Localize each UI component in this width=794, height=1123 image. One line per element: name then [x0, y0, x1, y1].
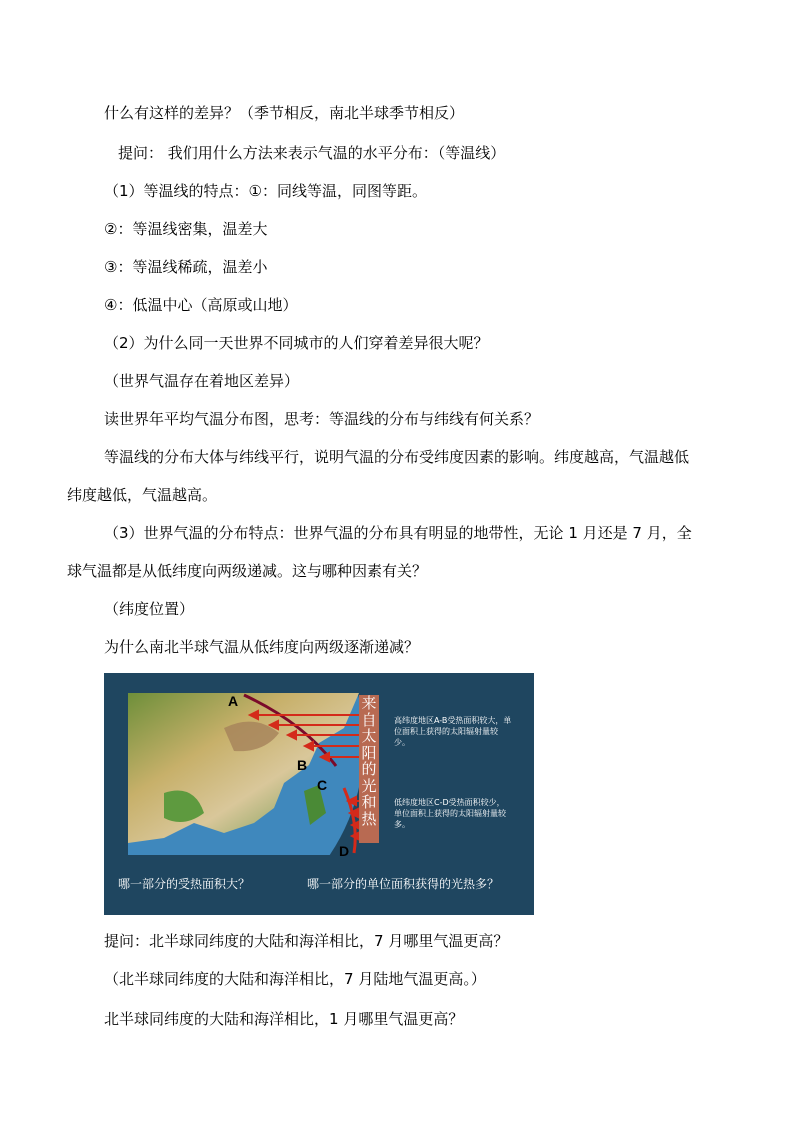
line-7: （2）为什么同一天世界不同城市的人们穿着差异很大呢？: [104, 334, 489, 352]
sunlight-label-box: [359, 695, 379, 843]
sunlight-char: 来: [361, 694, 377, 712]
line-11: 纬度越低，气温越高。: [67, 486, 218, 504]
line-9: 读世界年平均气温分布图，思考：等温线的分布与纬线有何关系？: [104, 410, 540, 428]
line-17: （北半球同纬度的大陆和海洋相比，7 月陆地气温更高。）: [104, 970, 486, 988]
sunlight-char: 太: [361, 727, 377, 745]
line-8: （世界气温存在着地区差异）: [104, 372, 300, 390]
label-b: B: [297, 757, 308, 773]
sunlight-char: 和: [361, 793, 377, 811]
label-a: A: [228, 693, 239, 709]
question-left: 哪一部分的受热面积大？: [118, 877, 251, 891]
line-3: （1）等温线的特点：①：同线等温，同图等距。: [104, 182, 427, 200]
line-5: ③：等温线稀疏，温差小: [104, 258, 268, 276]
line-4: ②：等温线密集，温差大: [104, 220, 268, 238]
line-14: （纬度位置）: [104, 600, 195, 618]
line-1: 什么有这样的差异？（季节相反，南北半球季节相反）: [104, 104, 465, 122]
sunlight-char: 热: [361, 809, 377, 828]
line-2: 提问： 我们用什么方法来表示气温的水平分布：（等温线）: [118, 144, 506, 162]
line-13: 球气温都是从低纬度向两级递减。这与哪种因素有关？: [67, 562, 428, 580]
question-right: 哪一部分的单位面积获得的光热多？: [307, 877, 500, 891]
label-c: C: [317, 777, 328, 793]
line-15: 为什么南北半球气温从低纬度向两级逐渐递减？: [104, 638, 420, 656]
sunlight-latitude-figure: [104, 673, 534, 915]
label-d: D: [339, 843, 350, 859]
sunlight-char: 自: [361, 710, 377, 729]
line-12: （3）世界气温的分布特点：世界气温的分布具有明显的地带性，无论 1 月还是 7 月，全: [104, 524, 692, 542]
line-18: 北半球同纬度的大陆和海洋相比，1 月哪里气温更高？: [104, 1010, 464, 1028]
line-6: ④：低温中心（高原或山地）: [104, 296, 298, 314]
sunlight-char: 光: [361, 776, 377, 795]
note-low-latitude: 低纬度地区C-D受热面积较少，单位面积上获得的太阳辐射量较多。: [394, 798, 506, 829]
line-16: 提问：北半球同纬度的大陆和海洋相比，7 月哪里气温更高？: [104, 932, 509, 950]
sunlight-char: 的: [361, 760, 377, 778]
sunlight-char: 阳: [361, 743, 377, 762]
note-high-latitude: 高纬度地区A-B受热面积较大，单位面积上获得的太阳辐射量较少。: [394, 716, 512, 747]
line-10: 等温线的分布大体与纬线平行，说明气温的分布受纬度因素的影响。纬度越高，气温越低: [104, 448, 690, 466]
